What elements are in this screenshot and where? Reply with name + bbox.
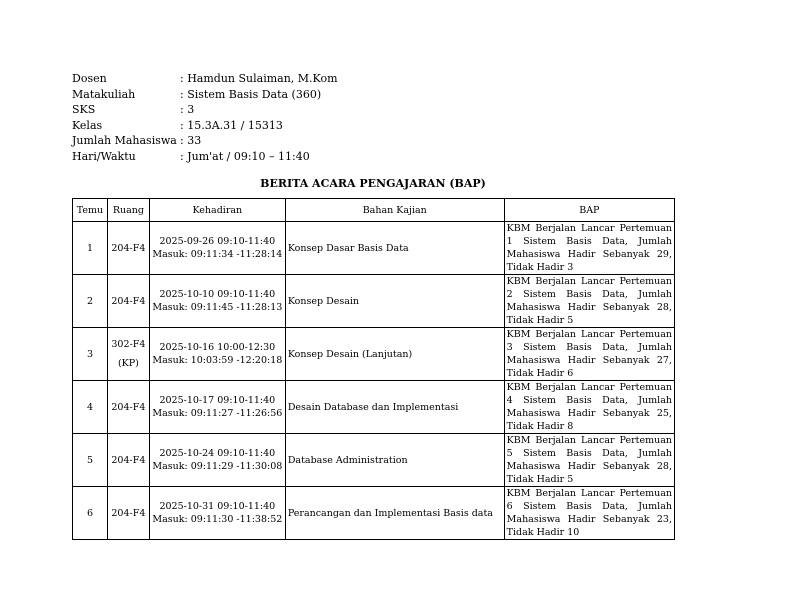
header-bahan-kajian: Bahan Kajian xyxy=(285,199,504,222)
jadwal-text: 2025-10-17 09:10-11:40 xyxy=(159,395,276,406)
masuk-text: Masuk: 09:11:30 -11:38:52 xyxy=(152,514,283,525)
cell-bahan-kajian: Desain Database dan Implementasi xyxy=(285,381,504,434)
masuk-text: Masuk: 09:11:34 -11:28:14 xyxy=(152,249,283,260)
info-row-jumlah-mahasiswa xyxy=(72,133,338,149)
jadwal-text: 2025-10-10 09:10-11:40 xyxy=(159,289,276,300)
cell-kehadiran xyxy=(149,328,285,381)
cell-temu: 3 xyxy=(73,328,108,381)
table-row xyxy=(73,275,675,328)
table-row xyxy=(73,487,675,540)
info-label: Jumlah Mahasiswa xyxy=(72,134,177,147)
ruang-text: 204-F4 xyxy=(111,242,146,254)
cell-bahan-kajian: Konsep Desain xyxy=(285,275,504,328)
info-label: Hari/Waktu xyxy=(72,149,136,163)
ruang-text: 204-F4 xyxy=(111,454,146,466)
cell-kehadiran xyxy=(149,487,285,540)
cell-kehadiran xyxy=(149,434,285,487)
info-row-hari-waktu xyxy=(72,149,338,165)
cell-bahan-kajian: Perancangan dan Implementasi Basis data xyxy=(285,487,504,540)
cell-temu: 5 xyxy=(73,434,108,487)
bap-table xyxy=(72,198,675,540)
cell-ruang xyxy=(107,328,149,381)
cell-temu: 1 xyxy=(73,222,108,275)
info-label: Matakuliah xyxy=(72,87,136,101)
info-value: : 33 xyxy=(180,134,202,147)
jadwal-text: 2025-10-16 10:00-12:30 xyxy=(159,342,276,353)
info-value: : 15.3A.31 / 15313 xyxy=(180,118,283,132)
cell-ruang xyxy=(107,487,149,540)
ruang-text: 302-F4 xyxy=(111,339,146,350)
header-kehadiran: Kehadiran xyxy=(149,199,285,222)
info-value: : 3 xyxy=(180,103,195,116)
cell-bap: KBM Berjalan Lancar Pertemuan 3 Sistem Basis Data, Jumlah Mahasiswa Hadir Sebanyak 27, Tidak Hadir 6 xyxy=(504,328,674,381)
masuk-text: Masuk: 10:03:59 -12:20:18 xyxy=(152,355,283,366)
header-temu: Temu xyxy=(73,199,108,222)
info-row-sks xyxy=(72,102,338,118)
jadwal-text: 2025-09-26 09:10-11:40 xyxy=(159,236,276,247)
cell-ruang xyxy=(107,434,149,487)
jadwal-text: 2025-10-24 09:10-11:40 xyxy=(159,448,276,459)
cell-kehadiran xyxy=(149,381,285,434)
cell-bap: KBM Berjalan Lancar Pertemuan 2 Sistem Basis Data, Jumlah Mahasiswa Hadir Sebanyak 28, Tidak Hadir 5 xyxy=(504,275,674,328)
info-label: Dosen xyxy=(72,72,107,85)
document-title: BERITA ACARA PENGAJARAN (BAP) xyxy=(260,177,486,190)
ruang-text: 204-F4 xyxy=(111,401,146,413)
ruang-note: (KP) xyxy=(117,358,139,369)
masuk-text: Masuk: 09:11:29 -11:30:08 xyxy=(152,461,283,472)
info-value: : Sistem Basis Data (360) xyxy=(180,87,322,101)
table-row xyxy=(73,434,675,487)
info-label: Kelas xyxy=(72,118,103,132)
cell-temu: 4 xyxy=(73,381,108,434)
cell-bap: KBM Berjalan Lancar Pertemuan 5 Sistem Basis Data, Jumlah Mahasiswa Hadir Sebanyak 28, Tidak Hadir 5 xyxy=(504,434,674,487)
table-row xyxy=(73,381,675,434)
header-bap: BAP xyxy=(504,199,674,222)
cell-bahan-kajian: Database Administration xyxy=(285,434,504,487)
cell-temu: 6 xyxy=(73,487,108,540)
ruang-text: 204-F4 xyxy=(111,507,146,519)
table-row xyxy=(73,328,675,381)
masuk-text: Masuk: 09:11:45 -11:28:13 xyxy=(152,302,283,313)
table-row xyxy=(73,222,675,275)
cell-kehadiran xyxy=(149,275,285,328)
cell-ruang xyxy=(107,222,149,275)
cell-kehadiran xyxy=(149,222,285,275)
info-value: : Jum'at / 09:10 – 11:40 xyxy=(180,149,310,163)
info-row-dosen xyxy=(72,71,338,87)
masuk-text: Masuk: 09:11:27 -11:26:56 xyxy=(152,408,283,419)
cell-ruang xyxy=(107,381,149,434)
info-row-kelas xyxy=(72,118,338,134)
jadwal-text: 2025-10-31 09:10-11:40 xyxy=(159,501,276,512)
info-value: : Hamdun Sulaiman, M.Kom xyxy=(180,72,338,85)
header-ruang: Ruang xyxy=(107,199,149,222)
info-label: SKS xyxy=(72,103,96,116)
ruang-text: 204-F4 xyxy=(111,295,146,307)
info-row-matakuliah xyxy=(72,87,338,103)
cell-ruang xyxy=(107,275,149,328)
cell-temu: 2 xyxy=(73,275,108,328)
cell-bap: KBM Berjalan Lancar Pertemuan 4 Sistem Basis Data, Jumlah Mahasiswa Hadir Sebanyak 25, Tidak Hadir 8 xyxy=(504,381,674,434)
cell-bap: KBM Berjalan Lancar Pertemuan 1 Sistem Basis Data, Jumlah Mahasiswa Hadir Sebanyak 29, Tidak Hadir 3 xyxy=(504,222,674,275)
cell-bap: KBM Berjalan Lancar Pertemuan 6 Sistem Basis Data, Jumlah Mahasiswa Hadir Sebanyak 23, Tidak Hadir 10 xyxy=(504,487,674,540)
course-info xyxy=(72,71,338,164)
cell-bahan-kajian: Konsep Dasar Basis Data xyxy=(285,222,504,275)
cell-bahan-kajian: Konsep Desain (Lanjutan) xyxy=(285,328,504,381)
table-header-row xyxy=(73,199,675,222)
